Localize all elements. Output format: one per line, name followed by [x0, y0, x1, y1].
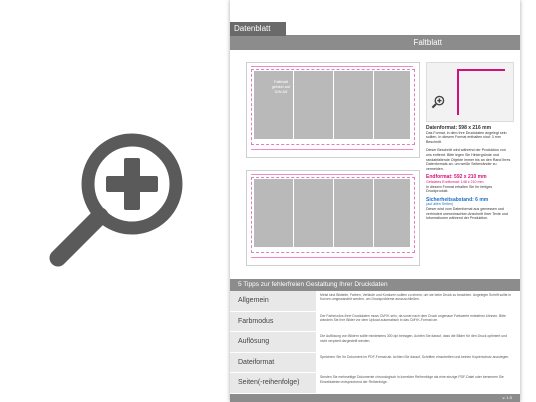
format-legend	[426, 62, 512, 221]
fold-layout-preview-outside	[246, 62, 420, 158]
endformat-info	[426, 175, 512, 193]
fold-panel	[334, 71, 374, 139]
document-title: Faltblatt	[413, 38, 442, 47]
dimension-line	[251, 66, 413, 67]
endformat-sub: Gefalztes Endformat: 148 x 210 mm	[426, 179, 484, 184]
header-tab: Datenblatt	[230, 22, 286, 36]
page-footer	[230, 394, 520, 402]
sicherheit-info	[426, 198, 512, 221]
tip-row	[230, 291, 520, 312]
fold-panel	[374, 179, 411, 247]
datenformat-text: Das Format, in dem Ihre Druckdaten angelegt sein sollten. In diesem Format enthalten sind: 3 mm Beschnitt.	[426, 130, 507, 144]
tip-label: Allgemein	[230, 291, 316, 311]
panel-overlay-text: Faltblatt gefalzt auf DIN A5	[271, 79, 291, 94]
endformat-title: Endformat: 592 x 210 mm	[426, 174, 487, 181]
dimension-line	[251, 174, 413, 175]
sicherheit-text: Dieser wird vom Datenformat aus gemessen und verhindert unerwünschten Anschnitt Ihrer Texte und Informationen während der Produktion.	[426, 206, 508, 221]
tip-label: Auflösung	[230, 332, 316, 352]
datenformat-title: Datenformat: 598 x 216 mm	[426, 125, 492, 131]
tip-label: Dateiformat	[230, 353, 316, 373]
beschnitt-text: Dieser Beschnitt wird während der Produktion von uns entfernt. Bitte legen Sie Hintergründe und randabfallende Objekte immer bis an den Rand Ihres Datenformats an, um weiße Seitenränder zu vermeiden.	[426, 148, 511, 171]
tip-text: Speichern Sie Ihr Dokument im PDF-Format ab. Achten Sie darauf, Schriften einzubetten und keinen Kopierschutz anzulegen.	[320, 354, 510, 359]
fold-panel	[374, 71, 411, 139]
tip-text: Der Farbmodus Ihrer Druckdaten muss CMYK sein, da sonst nach dem Druck ungenaue Farbwerte entstehen können. Bitte wandeln Sie Ihre Bilder vor dem Upload automatisch in das CMYK-Format um.	[320, 313, 506, 322]
tip-text: Senden Sie mehrseitige Dokumente chronologisch in korrekter Reihenfolge als eine einzige PDF-Datei oder benennen Sie Einzeldateien entsprechend der Reihenfolge.	[320, 375, 504, 384]
fold-panel	[254, 179, 294, 247]
endformat-text: In diesem Format erhalten Sie Ihr fertiges Druckprodukt.	[426, 184, 493, 194]
document-header	[230, 22, 520, 36]
tips-heading: 5 Tipps zur fehlerfreien Gestaltung Ihrer Druckdaten	[230, 279, 520, 291]
dimension-line	[251, 149, 413, 150]
tips-list	[230, 291, 520, 394]
magnifier-plus-icon[interactable]	[40, 118, 200, 278]
datenformat-info	[426, 126, 512, 144]
title-bar	[230, 36, 520, 50]
tip-row	[230, 373, 520, 394]
tip-text: Die Auflösung von Bildern sollte mindestens 300 dpi betragen. Achten Sie darauf, dass die Bilder für den Druck optimiert und nicht verpixelt dargestellt werden.	[320, 334, 507, 343]
tip-row	[230, 332, 520, 353]
tip-row	[230, 353, 520, 374]
corner-detail-image	[426, 62, 514, 122]
dimension-line	[251, 257, 413, 258]
page-number: v. 1.0	[502, 395, 512, 400]
tip-label: Farbmodus	[230, 312, 316, 332]
tip-row	[230, 312, 520, 333]
sicherheit-title: Sicherheitsabstand: 6 mm	[426, 196, 489, 203]
fold-layout-preview-inside	[246, 170, 420, 266]
fold-panel	[334, 179, 374, 247]
magnifier-plus-icon	[431, 95, 445, 109]
datasheet-page[interactable]	[230, 0, 520, 402]
tip-label: Seiten(-reihenfolge)	[230, 373, 316, 393]
bleed-corner-mark	[457, 69, 505, 115]
sicherheit-sub: (auf allen Seiten)	[426, 202, 454, 207]
tip-text: Meist sind Bildteile, Farben, Verläufe und Konturen sollten zu einem, um sie beim Druck zu beachten. Angelegte Schrift sollte in Kurven umgewandelt werden, um Druckprobleme auszuschließen.	[320, 293, 512, 302]
fold-panel	[294, 179, 334, 247]
